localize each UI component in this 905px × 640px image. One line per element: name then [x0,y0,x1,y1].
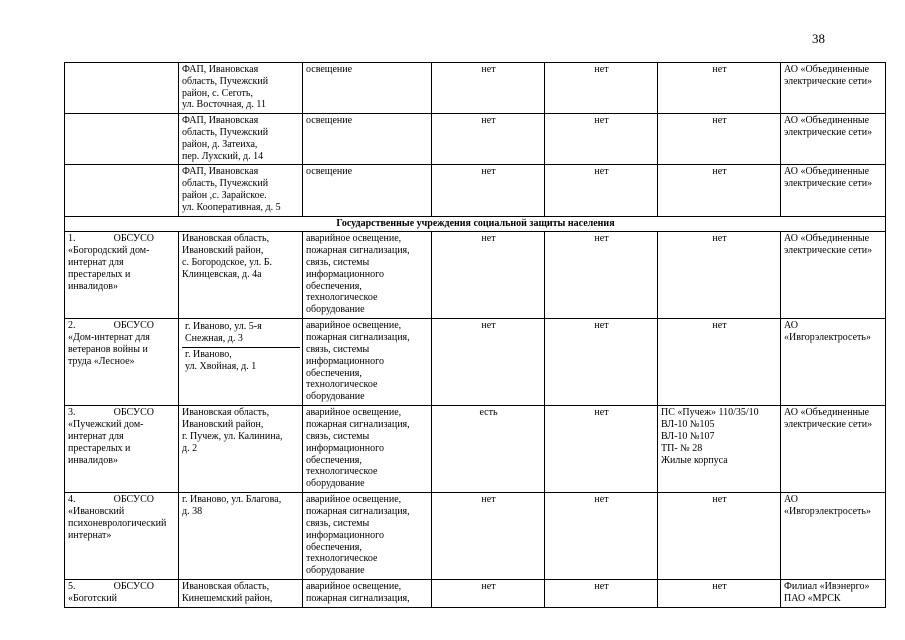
address-item [182,347,300,374]
organization-cell [781,63,886,114]
value-cell [658,406,781,493]
institution-name-cell [65,232,179,319]
text-line: технологическое [306,553,378,565]
text-line: Ивановская область, [182,233,270,245]
text-line: ветеранов войны и [68,343,148,355]
text-line: АО «Объединенные [784,407,870,419]
text-line: область, Пучежский [182,75,269,87]
text-line: пожарная сигнализация, [306,332,410,344]
institution-number: 4. [68,494,76,506]
institution-number: 3. [68,407,76,419]
value-cell: нет [545,580,658,608]
equipment-cell: освещение [303,63,432,114]
value-cell: нет [658,165,781,216]
text-line: пожарная сигнализация, [306,506,410,518]
institution-abbr: ОБСУСО [113,320,154,332]
equipment-cell [303,580,432,608]
text-line: «Ивгорэлектросеть» [784,332,871,344]
text-line: район, с. Сеготь, [182,87,253,99]
institution-number: 5. [68,581,76,593]
institution-name-cell [65,319,179,406]
text-line: Снежная, д. 3 [185,333,243,345]
value-cell: нет [545,493,658,580]
text-line: оборудование [306,478,365,490]
institution-abbr: ОБСУСО [113,233,154,245]
institution-heading [68,581,176,593]
document-table [64,62,886,608]
institution-number: 2. [68,320,76,332]
value-cell: нет [432,580,545,608]
text-line: ул. Хвойная, д. 1 [185,360,257,372]
page-number: 38 [812,31,825,46]
text-line: АО «Объединенные [784,64,870,75]
text-line: ВЛ-10 №107 [661,430,715,442]
address-cell [179,493,303,580]
text-line: инвалидов» [68,280,118,292]
text-line: нет [712,581,727,593]
address-cell [179,63,303,114]
text-line: Клинцевская, д. 4а [182,268,262,280]
text-line: оборудование [306,391,365,403]
address-cell [179,580,303,608]
text-line: оборудование [306,565,365,577]
text-line: престарелых и [68,442,131,454]
text-line: пер. Лухский, д. 14 [182,150,264,162]
organization-cell [781,232,886,319]
text-line: «Ивановский [68,506,125,518]
text-line: интернат для [68,256,124,268]
text-line: область, Пучежский [182,126,269,138]
text-line: оборудование [306,304,365,316]
text-line: нет [712,233,727,245]
value-cell [658,580,781,608]
value-cell: нет [545,406,658,493]
text-line: Филиал «Ивэнерго» [784,581,870,593]
value-cell: нет [545,319,658,406]
text-line: Ивановский район, [182,419,264,431]
value-cell: нет [545,63,658,114]
text-line: пожарная сигнализация, [306,419,410,431]
text-line: Ивановская область, [182,407,270,419]
text-line: ул. Кооперативная, д. 5 [182,201,281,213]
text-line: информационного [306,355,384,367]
value-cell: нет [432,63,545,114]
text-line: АО [784,320,798,332]
value-cell: нет [432,165,545,216]
institution-abbr: ОБСУСО [113,494,154,506]
value-cell: есть [432,406,545,493]
text-line: «Богородский дом- [68,245,150,257]
text-line: аварийное освещение, [306,233,402,245]
text-line: «Ивгорэлектросеть» [784,506,871,518]
address-cell [179,319,303,406]
value-cell: нет [545,165,658,216]
text-line: «Пучежский дом- [68,419,144,431]
text-line: аварийное освещение, [306,407,402,419]
text-line: «Дом-интернат для [68,332,150,344]
text-line: технологическое [306,292,378,304]
organization-cell [781,493,886,580]
text-line: ФАП, Ивановская [182,166,259,178]
text-line: г. Пучеж, ул. Калинина, [182,430,283,442]
table-row [65,319,886,406]
text-line: ТП- № 28 [661,442,703,454]
text-line: д. 38 [182,506,203,518]
text-line: аварийное освещение, [306,320,402,332]
text-line: обеспечения, [306,367,362,379]
institution-abbr: ОБСУСО [113,407,154,419]
text-line: область, Пучежский [182,178,269,190]
text-line: нет [712,320,727,332]
text-line: психоневрологический [68,517,167,529]
address-cell [179,114,303,165]
value-cell: нет [432,319,545,406]
text-line: пожарная сигнализация, [306,245,410,257]
number-cell [65,63,179,114]
text-line: связь, системы [306,430,370,442]
text-line: г. Иваново, ул. Благова, [182,494,282,506]
organization-cell [781,580,886,608]
value-cell [658,319,781,406]
address-list [182,320,300,374]
institution-abbr: ОБСУСО [113,581,154,593]
number-cell [65,165,179,216]
table-row [65,63,886,114]
value-cell: нет [545,114,658,165]
text-line: обеспечения, [306,454,362,466]
organization-cell [781,165,886,216]
text-line: г. Иваново, ул. 5-я [185,321,262,333]
text-line: обеспечения, [306,541,362,553]
text-line: Ивановская область, [182,581,270,593]
equipment-cell [303,319,432,406]
section-row [65,216,886,232]
institution-number: 1. [68,233,76,245]
organization-cell [781,319,886,406]
text-line: «Боготский [68,593,117,605]
section-heading: Государственные учреждения социальной защиты населения [65,216,886,232]
text-line: Кинешемский район, [182,593,273,605]
text-line: ФАП, Ивановская [182,115,259,127]
text-line: технологическое [306,379,378,391]
value-cell: нет [432,114,545,165]
table-row [65,406,886,493]
text-line: электрические сети» [784,245,873,257]
text-line: ул. Восточная, д. 11 [182,99,267,111]
equipment-cell [303,493,432,580]
institution-name-cell [65,493,179,580]
institution-heading [68,494,176,506]
text-line: район ,с. Зарайское. [182,189,267,201]
number-cell [65,114,179,165]
value-cell: нет [658,63,781,114]
value-cell: нет [545,232,658,319]
address-item [182,320,300,347]
text-line: АО «Объединенные [784,115,870,127]
text-line: интернат для [68,430,124,442]
text-line: инвалидов» [68,454,118,466]
address-cell [179,165,303,216]
text-line: Жилые корпуса [661,454,728,466]
text-line: электрические сети» [784,419,873,431]
text-line: электрические сети» [784,126,873,138]
text-line: АО «Объединенные [784,166,870,178]
value-cell: нет [432,493,545,580]
text-line: труда «Лесное» [68,355,135,367]
text-line: информационного [306,529,384,541]
text-line: обеспечения, [306,280,362,292]
text-line: нет [712,494,727,506]
table-row [65,114,886,165]
institution-heading [68,320,176,332]
text-line: интернат» [68,529,112,541]
text-line: ПС «Пучеж» 110/35/10 [661,407,759,419]
text-line: аварийное освещение, [306,494,402,506]
text-line: электрические сети» [784,75,873,87]
text-line: информационного [306,442,384,454]
address-cell [179,406,303,493]
equipment-cell [303,232,432,319]
institution-heading [68,407,176,419]
text-line: ПАО «МРСК [784,593,841,605]
text-line: связь, системы [306,256,370,268]
institution-heading [68,233,176,245]
institution-name-cell [65,580,179,608]
text-line: ФАП, Ивановская [182,64,259,75]
institution-name-cell [65,406,179,493]
text-line: район, д. Затеиха, [182,138,258,150]
address-cell [179,232,303,319]
value-cell: нет [658,114,781,165]
text-line: технологическое [306,466,378,478]
text-line: АО [784,494,798,506]
equipment-cell [303,406,432,493]
text-line: престарелых и [68,268,131,280]
text-line: связь, системы [306,517,370,529]
table-row [65,165,886,216]
text-line: АО «Объединенные [784,233,870,245]
table-row [65,580,886,608]
text-line: ВЛ-10 №105 [661,419,715,431]
text-line: связь, системы [306,343,370,355]
text-line: аварийное освещение, [306,581,402,593]
equipment-cell: освещение [303,114,432,165]
text-line: электрические сети» [784,178,873,190]
text-line: с. Богородское, ул. Б. [182,256,272,268]
organization-cell [781,406,886,493]
equipment-cell: освещение [303,165,432,216]
text-line: Ивановский район, [182,245,264,257]
table-row [65,493,886,580]
table-row [65,232,886,319]
value-cell: нет [432,232,545,319]
text-line: информационного [306,268,384,280]
text-line: пожарная сигнализация, [306,593,410,605]
value-cell [658,232,781,319]
text-line: г. Иваново, [185,348,232,360]
value-cell [658,493,781,580]
organization-cell [781,114,886,165]
text-line: д. 2 [182,442,198,454]
